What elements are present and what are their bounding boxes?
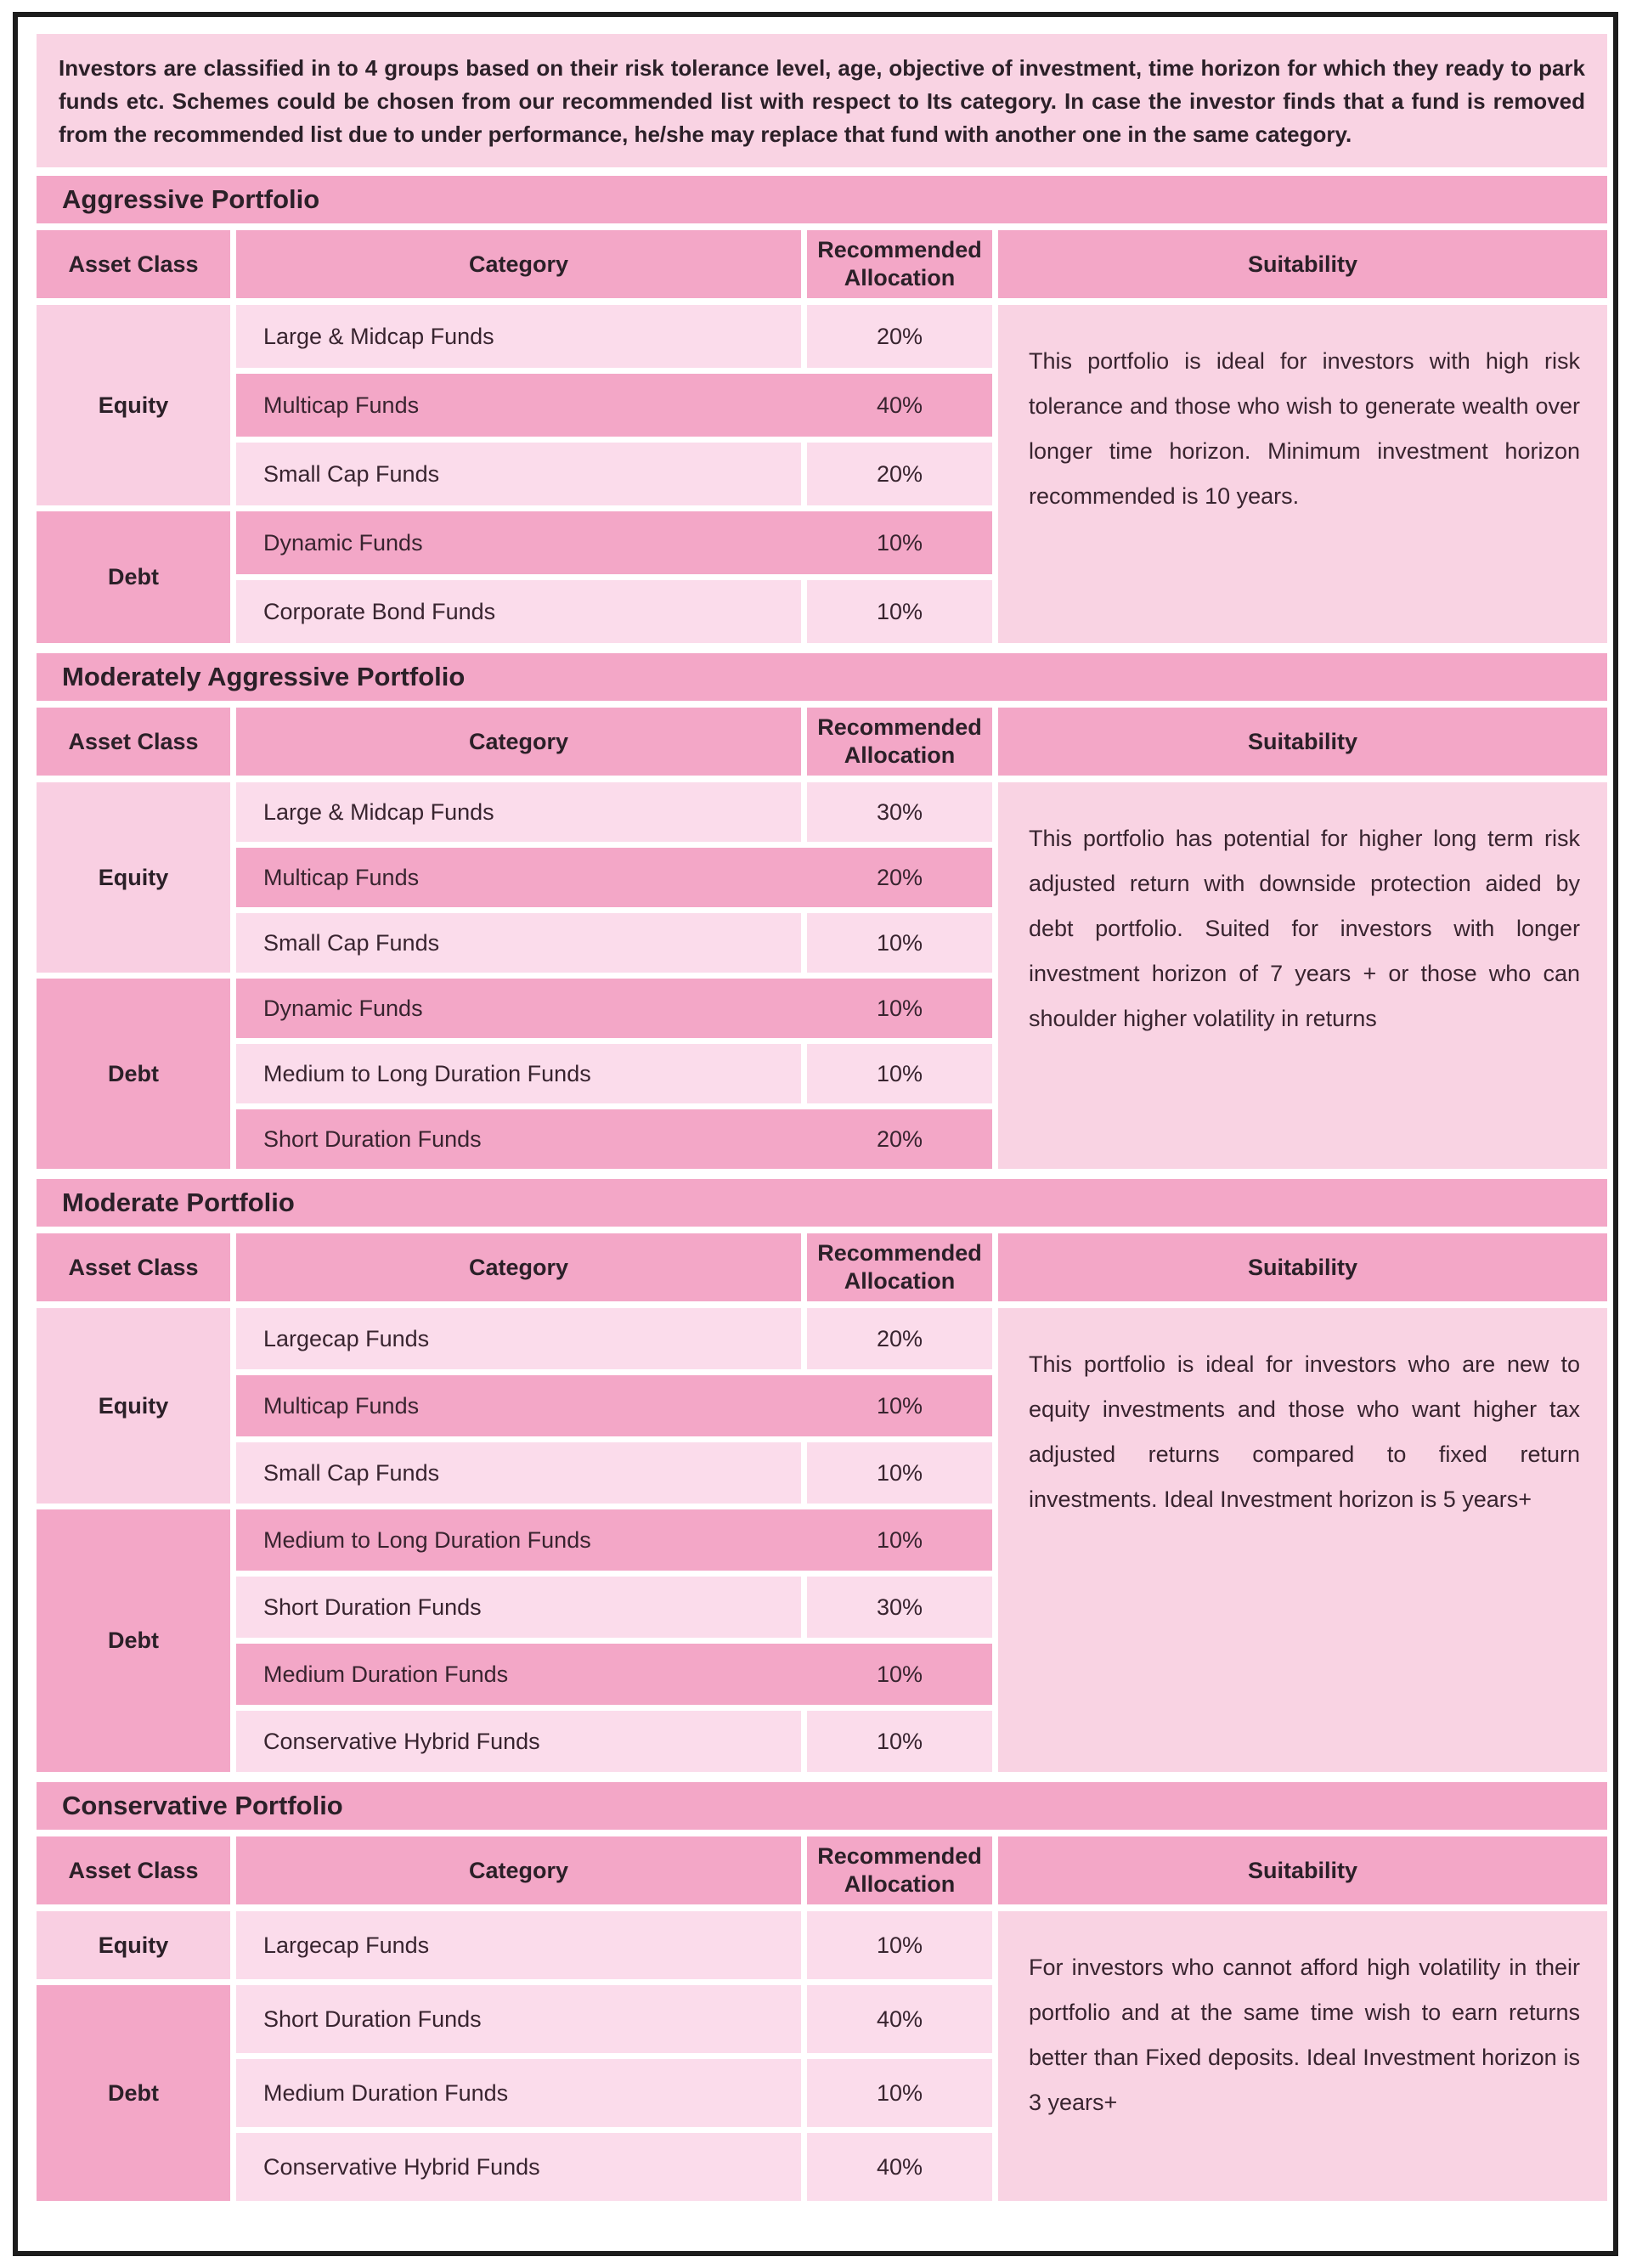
fund-row <box>236 1442 992 1504</box>
rows-column <box>236 1911 992 2201</box>
suitability-text: This portfolio is ideal for investors who are new to equity investments and those who want higher tax adjusted returns compared to fixed return investments. Ideal Investment horizon is 5 years+ <box>1029 1351 1580 1512</box>
allocation-cell: 40% <box>876 392 923 418</box>
table-body <box>37 782 1607 1169</box>
table-body <box>37 1911 1607 2201</box>
category-cell: Short Duration Funds <box>236 1577 801 1638</box>
category-cell: Dynamic Funds <box>263 529 423 556</box>
header-asset-class: Asset Class <box>37 1233 230 1301</box>
header-asset-class: Asset Class <box>37 708 230 776</box>
header-suitability: Suitability <box>998 1233 1607 1301</box>
portfolio-title-bar <box>37 1179 1607 1227</box>
allocation-cell: 10% <box>876 1526 923 1553</box>
asset-class-cell: Debt <box>37 1985 230 2201</box>
table-body <box>37 1308 1607 1772</box>
category-cell: Corporate Bond Funds <box>236 580 801 643</box>
rows-column <box>236 305 992 643</box>
rows-column <box>236 782 992 1169</box>
table-header-row <box>37 708 1607 776</box>
header-allocation: Recommended Allocation <box>807 708 992 776</box>
allocation-cell: 10% <box>807 580 992 643</box>
header-category: Category <box>236 708 801 776</box>
fund-row <box>236 511 992 574</box>
asset-class-cell: Equity <box>37 305 230 505</box>
asset-class-cell: Debt <box>37 511 230 643</box>
category-cell: Multicap Funds <box>263 864 420 890</box>
header-asset-class: Asset Class <box>37 230 230 298</box>
allocation-cell: 20% <box>876 864 923 890</box>
fund-row <box>236 1509 992 1571</box>
category-cell: Conservative Hybrid Funds <box>236 2133 801 2201</box>
suitability-cell <box>998 305 1607 643</box>
allocation-cell: 20% <box>807 305 992 368</box>
fund-row <box>236 1109 992 1169</box>
fund-row <box>236 374 992 437</box>
portfolio-title: Conservative Portfolio <box>62 1791 343 1820</box>
category-cell: Medium to Long Duration Funds <box>236 1044 801 1103</box>
suitability-text: This portfolio is ideal for investors with high risk tolerance and those who wish to generate wealth over longer time horizon. Minimum investment horizon recommended is 10 years. <box>1029 348 1580 509</box>
header-category: Category <box>236 1233 801 1301</box>
category-cell: Conservative Hybrid Funds <box>236 1711 801 1772</box>
table-header-row <box>37 1836 1607 1904</box>
header-category: Category <box>236 1836 801 1904</box>
suitability-cell <box>998 1911 1607 2201</box>
fund-row <box>236 1985 992 2053</box>
category-cell: Short Duration Funds <box>236 1985 801 2053</box>
intro-paragraph: Investors are classified in to 4 groups based on their risk tolerance level, age, objective of investment, time horizon for which they ready to park funds etc. Schemes could be chosen from our recommended list with respect to Its category. In case the investor finds that a fund is removed from the recommended list due to under performance, he/she may replace that fund with another one in the same category. <box>37 34 1607 167</box>
category-cell: Medium Duration Funds <box>263 1661 509 1687</box>
suitability-cell <box>998 782 1607 1169</box>
portfolio-section <box>37 653 1607 1169</box>
header-asset-class: Asset Class <box>37 1836 230 1904</box>
suitability-cell <box>998 1308 1607 1772</box>
header-allocation: Recommended Allocation <box>807 1233 992 1301</box>
category-cell: Medium to Long Duration Funds <box>263 1526 591 1553</box>
fund-row <box>236 305 992 368</box>
header-category: Category <box>236 230 801 298</box>
fund-row <box>236 2133 992 2201</box>
allocation-cell: 20% <box>807 1308 992 1369</box>
category-cell: Largecap Funds <box>236 1308 801 1369</box>
allocation-cell: 10% <box>876 529 923 556</box>
category-cell: Small Cap Funds <box>236 913 801 973</box>
fund-row <box>236 2059 992 2127</box>
asset-class-column <box>37 1911 230 2201</box>
allocation-cell: 10% <box>807 1044 992 1103</box>
category-cell: Large & Midcap Funds <box>236 782 801 842</box>
asset-class-cell: Equity <box>37 1911 230 1979</box>
fund-row <box>236 1044 992 1103</box>
allocation-cell: 40% <box>807 2133 992 2201</box>
table-header-row <box>37 1233 1607 1301</box>
fund-row <box>236 913 992 973</box>
asset-class-cell: Equity <box>37 782 230 973</box>
suitability-text: This portfolio has potential for higher long term risk adjusted return with downside protection aided by debt portfolio. Suited for investors with longer investment horizon of 7 years + or those who can shoulder higher volatility in returns <box>1029 826 1580 1031</box>
category-cell: Medium Duration Funds <box>236 2059 801 2127</box>
fund-row <box>236 979 992 1038</box>
suitability-text: For investors who cannot afford high volatility in their portfolio and at the same time wish to earn returns better than Fixed deposits. Ideal Investment horizon is 3 years+ <box>1029 1955 1580 2115</box>
allocation-cell: 10% <box>807 913 992 973</box>
portfolio-title: Aggressive Portfolio <box>62 184 320 214</box>
portfolio-title-bar <box>37 653 1607 701</box>
allocation-cell: 10% <box>807 2059 992 2127</box>
allocation-cell: 10% <box>807 1442 992 1504</box>
page-content <box>37 34 1607 2211</box>
header-allocation: Recommended Allocation <box>807 230 992 298</box>
portfolio-title-bar <box>37 1782 1607 1830</box>
allocation-cell: 20% <box>876 1126 923 1152</box>
category-cell: Multicap Funds <box>263 392 420 418</box>
category-cell: Short Duration Funds <box>263 1126 482 1152</box>
asset-class-cell: Debt <box>37 979 230 1169</box>
allocation-cell: 10% <box>807 1711 992 1772</box>
category-cell: Dynamic Funds <box>263 995 423 1021</box>
allocation-cell: 10% <box>876 1661 923 1687</box>
category-cell: Small Cap Funds <box>236 1442 801 1504</box>
fund-row <box>236 443 992 505</box>
portfolio-list <box>37 176 1607 2201</box>
fund-row <box>236 1375 992 1436</box>
allocation-cell: 30% <box>807 1577 992 1638</box>
portfolio-title: Moderate Portfolio <box>62 1188 295 1217</box>
fund-row <box>236 782 992 842</box>
allocation-cell: 10% <box>807 1911 992 1979</box>
portfolio-title: Moderately Aggressive Portfolio <box>62 662 466 691</box>
fund-row <box>236 1711 992 1772</box>
asset-class-cell: Equity <box>37 1308 230 1504</box>
allocation-cell: 20% <box>807 443 992 505</box>
allocation-cell: 30% <box>807 782 992 842</box>
category-cell: Large & Midcap Funds <box>236 305 801 368</box>
table-body <box>37 305 1607 643</box>
portfolio-title-bar <box>37 176 1607 223</box>
header-suitability: Suitability <box>998 708 1607 776</box>
category-cell: Largecap Funds <box>236 1911 801 1979</box>
fund-row <box>236 580 992 643</box>
fund-row <box>236 1577 992 1638</box>
allocation-cell: 10% <box>876 1392 923 1419</box>
header-allocation: Recommended Allocation <box>807 1836 992 1904</box>
asset-class-column <box>37 782 230 1169</box>
allocation-cell: 10% <box>876 995 923 1021</box>
fund-row <box>236 1644 992 1705</box>
asset-class-cell: Debt <box>37 1509 230 1772</box>
table-header-row <box>37 230 1607 298</box>
portfolio-section <box>37 1179 1607 1772</box>
asset-class-column <box>37 1308 230 1772</box>
header-suitability: Suitability <box>998 1836 1607 1904</box>
fund-row <box>236 848 992 907</box>
fund-row <box>236 1308 992 1369</box>
category-cell: Multicap Funds <box>263 1392 420 1419</box>
asset-class-column <box>37 305 230 643</box>
fund-row <box>236 1911 992 1979</box>
portfolio-section <box>37 1782 1607 2201</box>
category-cell: Small Cap Funds <box>236 443 801 505</box>
rows-column <box>236 1308 992 1772</box>
allocation-cell: 40% <box>807 1985 992 2053</box>
header-suitability: Suitability <box>998 230 1607 298</box>
portfolio-section <box>37 176 1607 643</box>
